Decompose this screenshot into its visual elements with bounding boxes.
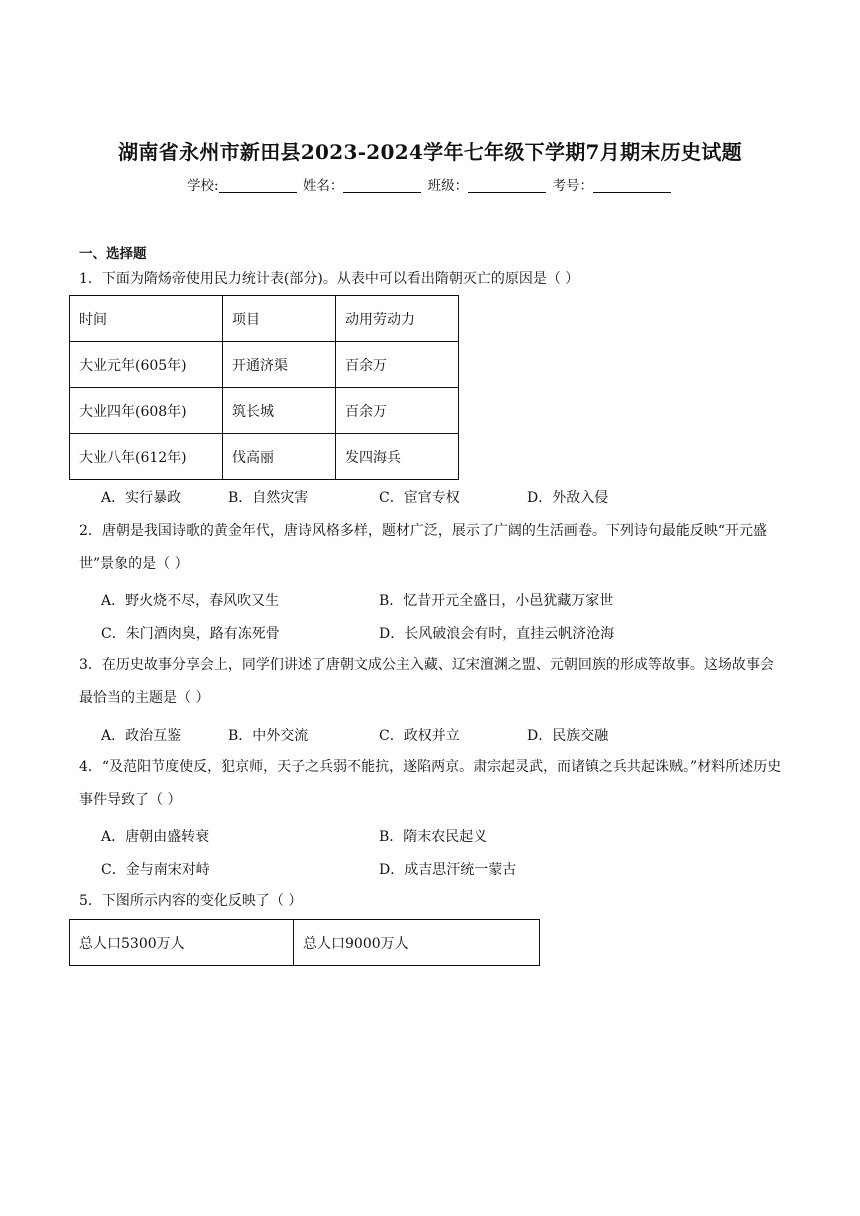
table-cell: 大业八年(612年) bbox=[70, 434, 223, 480]
page-title: 湖南省永州市新田县2023-2024学年七年级下学期7月期末历史试题 bbox=[118, 140, 742, 164]
table-row bbox=[70, 296, 459, 342]
option-a[interactable]: A．唐朝由盛转衰 bbox=[101, 829, 210, 845]
option-b[interactable]: B．中外交流 bbox=[228, 728, 309, 744]
option-c[interactable]: C．金与南宋对峙 bbox=[101, 862, 210, 878]
school-label: 学校: bbox=[187, 178, 219, 194]
class-label: 班级： bbox=[427, 178, 469, 194]
table-cell: 发四海兵 bbox=[336, 434, 459, 480]
option-a[interactable]: A．实行暴政 bbox=[101, 490, 182, 506]
table-header-cell: 项目 bbox=[223, 296, 336, 342]
option-b[interactable]: B．自然灾害 bbox=[228, 490, 309, 506]
name-blank[interactable] bbox=[343, 178, 421, 193]
question-3-text: 3．在历史故事分享会上，同学们讲述了唐朝文成公主入藏、辽宋澶渊之盟、元朝回族的形成等故事。这场故事会最恰当的主题是（ ） bbox=[79, 657, 774, 706]
name-label: 姓名： bbox=[302, 178, 344, 194]
option-b[interactable]: B．隋末农民起义 bbox=[379, 829, 488, 845]
table-cell: 开通济渠 bbox=[223, 342, 336, 388]
table-cell: 大业四年(608年) bbox=[70, 388, 223, 434]
table-cell: 总人口9000万人 bbox=[294, 920, 540, 966]
table-header-cell: 时间 bbox=[70, 296, 223, 342]
table-cell: 百余万 bbox=[336, 388, 459, 434]
student-info-line bbox=[0, 174, 860, 194]
exam-no-blank[interactable] bbox=[593, 178, 671, 193]
option-d[interactable]: D．长风破浪会有时，直挂云帆济沧海 bbox=[379, 626, 615, 642]
table-cell: 筑长城 bbox=[223, 388, 336, 434]
table-header-cell: 动用劳动力 bbox=[336, 296, 459, 342]
table-cell: 百余万 bbox=[336, 342, 459, 388]
table-row bbox=[70, 434, 459, 480]
option-a[interactable]: A．政治互鉴 bbox=[101, 728, 182, 744]
table-row bbox=[70, 920, 540, 966]
table-cell: 大业元年(605年) bbox=[70, 342, 223, 388]
question-1-text: 1．下面为隋炀帝使用民力统计表(部分)。从表中可以看出隋朝灭亡的原因是（ ） bbox=[79, 271, 580, 287]
class-blank[interactable] bbox=[468, 178, 546, 193]
option-b[interactable]: B．忆昔开元全盛日，小邑犹藏万家世 bbox=[379, 593, 614, 609]
option-c[interactable]: C．政权并立 bbox=[379, 728, 460, 744]
option-d[interactable]: D．成吉思汗统一蒙古 bbox=[379, 862, 517, 878]
option-a[interactable]: A．野火烧不尽，春风吹又生 bbox=[101, 593, 280, 609]
option-d[interactable]: D．民族交融 bbox=[527, 728, 609, 744]
question-5-text: 5．下图所示内容的变化反映了（ ） bbox=[79, 893, 303, 909]
table-row bbox=[70, 342, 459, 388]
question-4-text: 4．“及范阳节度使反，犯京师，天子之兵弱不能抗，遂陷两京。肃宗起灵武，而诸镇之兵共起诛贼。”材料所述历史事件导致了（ ） bbox=[79, 759, 782, 808]
exam-no-label: 考号： bbox=[552, 178, 593, 194]
question-2-text: 2．唐朝是我国诗歌的黄金年代，唐诗风格多样，题材广泛，展示了广阔的生活画卷。下列诗句最能反映“开元盛世”景象的是（ ） bbox=[79, 523, 768, 572]
question-1-table bbox=[69, 295, 459, 480]
table-cell: 伐高丽 bbox=[223, 434, 336, 480]
option-c[interactable]: C．宦官专权 bbox=[379, 490, 460, 506]
option-d[interactable]: D．外敌入侵 bbox=[527, 490, 609, 506]
question-5-table bbox=[69, 919, 540, 966]
school-blank[interactable] bbox=[219, 178, 297, 193]
section-heading: 一、选择题 bbox=[79, 246, 147, 262]
table-row bbox=[70, 388, 459, 434]
table-cell: 总人口5300万人 bbox=[70, 920, 294, 966]
option-c[interactable]: C．朱门酒肉臭，路有冻死骨 bbox=[101, 626, 280, 642]
